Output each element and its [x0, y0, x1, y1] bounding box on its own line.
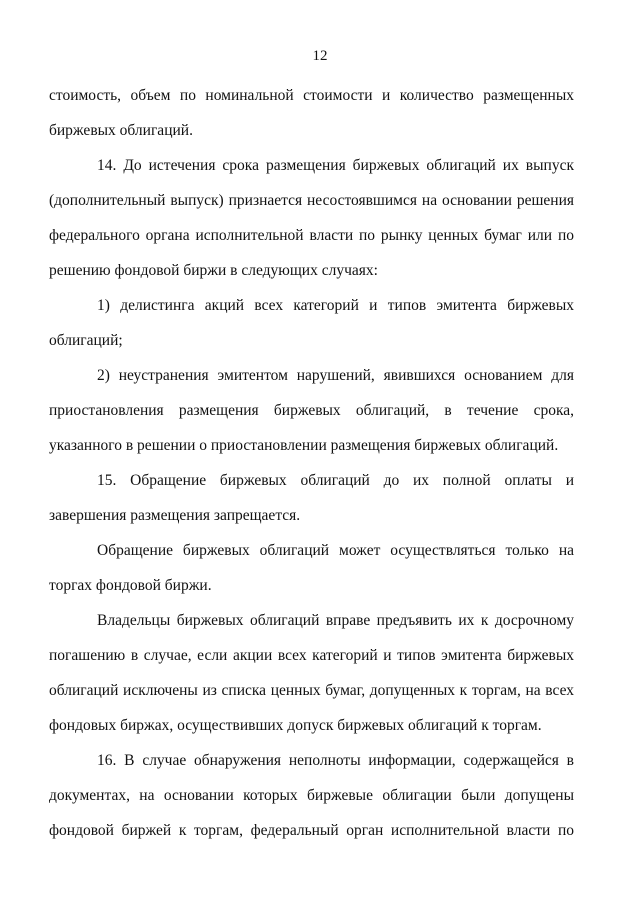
text-line: облигаций; — [49, 332, 123, 349]
paragraph-16-start: 16. В случае обнаружения неполноты информации, содержащейся в — [97, 752, 574, 769]
text-line: решению фондовой биржи в следующих случаях: — [49, 262, 378, 279]
text-line: биржевых облигаций. — [49, 122, 193, 139]
list-item-2: 2) неустранения эмитентом нарушений, явившихся основанием для — [97, 367, 574, 384]
text-line: указанного в решении о приостановлении размещения биржевых облигаций. — [49, 437, 559, 454]
text-line: документах, на основании которых биржевые облигации были допущены — [49, 787, 574, 804]
page-number: 12 — [312, 48, 328, 64]
text-line: завершения размещения запрещается. — [49, 507, 301, 524]
list-item-1: 1) делистинга акций всех категорий и типов эмитента биржевых — [97, 297, 574, 314]
paragraph-15-start: 15. Обращение биржевых облигаций до их полной оплаты и — [97, 472, 574, 489]
paragraph-14-start: 14. До истечения срока размещения биржевых облигаций их выпуск — [97, 157, 574, 174]
text-line: (дополнительный выпуск) признается несостоявшимся на основании решения — [49, 192, 574, 209]
text-line: приостановления размещения биржевых облигаций, в течение срока, — [49, 402, 574, 419]
text-line: фондовой биржей к торгам, федеральный орган исполнительной власти по — [49, 822, 574, 839]
text-line: фондовых биржах, осуществивших допуск биржевых облигаций к торгам. — [49, 717, 542, 734]
text-line: федерального органа исполнительной власти по рынку ценных бумаг или по — [49, 227, 574, 244]
text-line: торгах фондовой биржи. — [49, 577, 212, 594]
paragraph-start: Обращение биржевых облигаций может осуществляться только на — [97, 542, 574, 559]
text-line: погашению в случае, если акции всех категорий и типов эмитента биржевых — [49, 647, 574, 664]
text-line: облигаций исключены из списка ценных бумаг, допущенных к торгам, на всех — [49, 682, 574, 699]
paragraph-start: Владельцы биржевых облигаций вправе предъявить их к досрочному — [97, 612, 574, 629]
text-line: стоимость, объем по номинальной стоимости и количество размещенных — [49, 87, 574, 104]
